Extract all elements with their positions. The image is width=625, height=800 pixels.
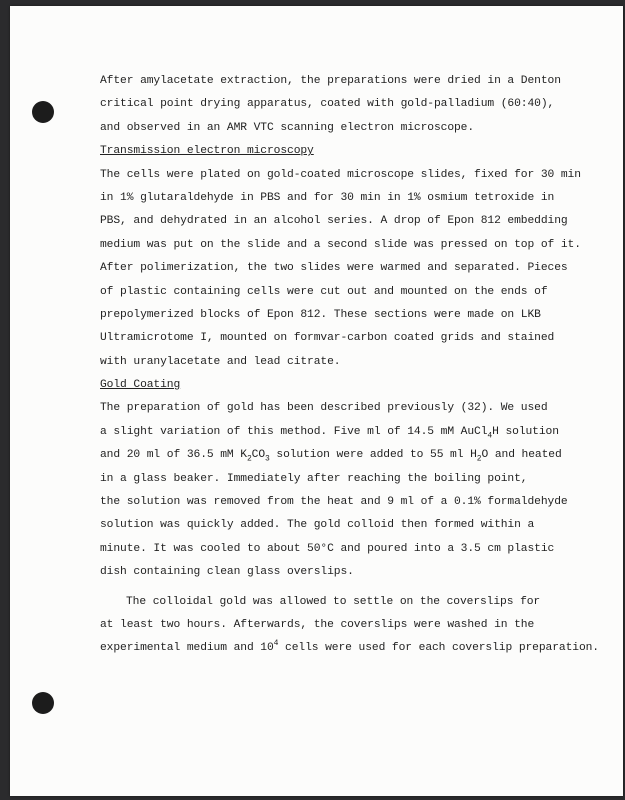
text-line: the solution was removed from the heat and 9 ml of a 0.1% formaldehyde	[100, 496, 568, 509]
text-line: at least two hours. Afterwards, the coverslips were washed in the	[100, 618, 535, 631]
text-line: with uranylacetate and lead citrate.	[100, 355, 341, 368]
text-line: and observed in an AMR VTC scanning electron microscope.	[100, 121, 475, 134]
text-line: a slight variation of this method. Five ml of 14.5 mM AuCl$_4$H solution	[100, 425, 559, 441]
section-heading-gold: Gold Coating	[100, 379, 181, 392]
text-line: critical point drying apparatus, coated with gold-palladium (60:40),	[100, 98, 555, 111]
text-line: and 20 ml of 36.5 mM $K_2CO_3$ solution were added to 55 ml $H_2O$ and heated	[100, 449, 562, 464]
section-heading-tem: Transmission electron microscopy	[100, 145, 314, 158]
text-line: prepolymerized blocks of Epon 812. These sections were made on LKB	[100, 308, 541, 321]
text-line: experimental medium and $10^4$ cells were used for each coverslip preparation.	[100, 639, 599, 655]
text-line: The colloidal gold was allowed to settle on the coverslips for	[126, 595, 541, 608]
text-line: of plastic containing cells were cut out and mounted on the ends of	[100, 285, 548, 298]
document-body	[100, 70, 610, 661]
text-line: medium was put on the slide and a second slide was pressed on top of it.	[100, 238, 581, 251]
text-line: Ultramicrotome I, mounted on formvar-carbon coated grids and stained	[100, 332, 555, 345]
text-line: dish containing clean glass overslips.	[100, 566, 354, 579]
text-line: After amylacetate extraction, the preparations were dried in a Denton	[100, 75, 561, 87]
text-line: After polimerization, the two slides were warmed and separated. Pieces	[100, 262, 568, 275]
document-page	[10, 6, 623, 796]
punch-hole-bottom	[32, 692, 54, 714]
punch-hole-top	[32, 101, 54, 123]
text-line: The cells were plated on gold-coated microscope slides, fixed for 30 min	[100, 168, 581, 181]
text-line: solution was quickly added. The gold colloid then formed within a	[100, 519, 535, 532]
text-line: minute. It was cooled to about 50°C and poured into a 3.5 cm plastic	[100, 542, 555, 555]
text-line: in a glass beaker. Immediately after reaching the boiling point,	[100, 472, 528, 485]
text-line: in 1% glutaraldehyde in PBS and for 30 min in 1% osmium tetroxide in	[100, 191, 555, 204]
text-line: The preparation of gold has been described previously (32). We used	[100, 402, 548, 415]
text-line: PBS, and dehydrated in an alcohol series. A drop of Epon 812 embedding	[100, 215, 568, 228]
